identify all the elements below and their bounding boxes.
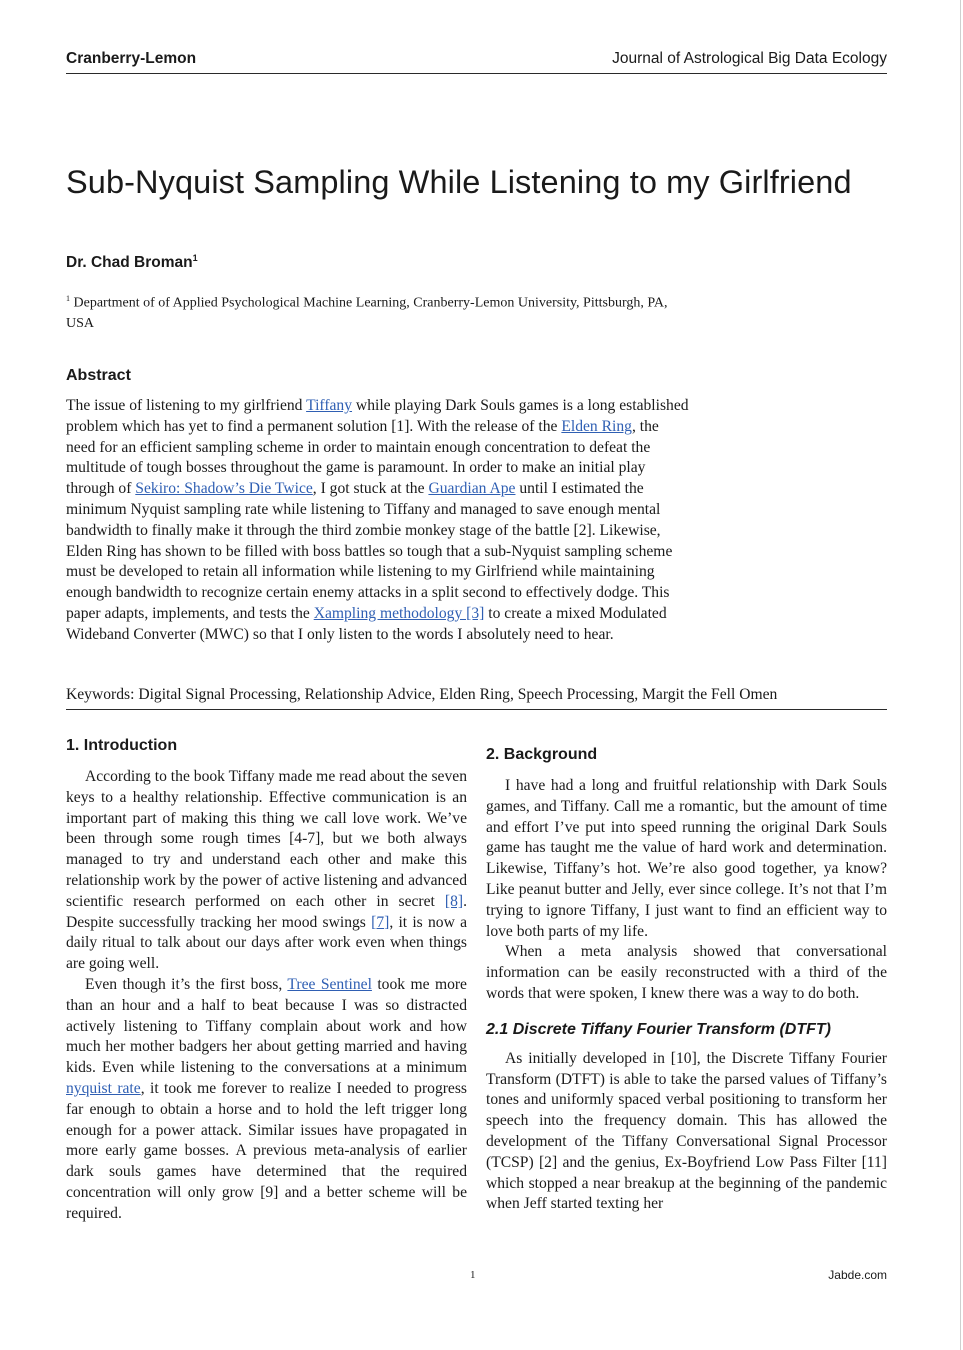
affiliation-text: Department of of Applied Psychological Machine Learning, Cranberry-Lemon University, Pittsburgh, PA, USA: [66, 295, 668, 331]
intro-p2-text-b: took me more than an hour and a half to beat because I was so distracted actively listening to Tiffany complain about work and how much her mother badgers her about getting married and having kids. Even while listening to the conversations at a minimum: [66, 975, 467, 1077]
affiliation-mark: 1: [66, 294, 70, 303]
column-left: [66, 737, 467, 1225]
abstract-text: [66, 396, 691, 646]
link-elden-ring[interactable]: Elden Ring: [561, 417, 632, 435]
abstract-text-6: to create a mixed Modulated Wideband Converter (MWC) so that I only listen to the words I absolutely need to hear.: [66, 604, 667, 643]
footer-site: Jabde.com: [828, 1268, 887, 1282]
background-paragraph-1: I have had a long and fruitful relationship with Dark Souls games, and Tiffany. Call me a romantic, but the amount of time and effort I’ve put into speed running the original Dark Souls game has taught me the value of hard work and determination. Likewise, Tiffany’s hot. We’re also good together, ya know? Like peanut butter and Jelly, ever since college. It’s not that I’m trying to ignore Tiffany, I just want to find an efficient way to love both parts of my life.: [486, 777, 887, 940]
intro-paragraph-1: [66, 767, 467, 975]
intro-p2-text-c: , it took me forever to realize I needed to progress far enough to obtain a horse and to hold the left trigger long enough for a power attack. Similar issues have propagated in more early game bosses. A previous meta-analysis of earlier dark souls games have determined that the required concentration will only grow [9] and a better scheme will be required.: [66, 1079, 467, 1222]
page-number: 1: [470, 1269, 476, 1281]
intro-p2-text-a: Even though it’s the first boss,: [85, 975, 288, 993]
section-heading-introduction: 1. Introduction: [66, 737, 178, 754]
running-header: [66, 49, 887, 74]
link-tree-sentinel[interactable]: Tree Sentinel: [287, 975, 372, 993]
column-right: [486, 746, 887, 1215]
link-tiffany[interactable]: Tiffany: [306, 397, 353, 414]
background-paragraph-3: As initially developed in [10], the Discrete Tiffany Fourier Transform (DTFT) is able to take the parsed values of Tiffany’s tones and uniformly spaced verbal positioning to transform her speech into the frequency domain. This has allowed the development of the Tiffany Conversational Signal Processor (TCSP) [2] and the genius, Ex-Boyfriend Low Pass Filter [11] which stopped a near breakup at the beginning of the pandemic when Jeff started texting her: [486, 1049, 887, 1213]
link-guardian-ape[interactable]: Guardian Ape: [428, 480, 516, 498]
header-journal: Journal of Astrological Big Data Ecology: [612, 50, 887, 67]
abstract-text-3: , the need for an efficient sampling scheme in order to maintain enough concentration to defeat the multitude of tough bosses throughout the game is paramount. In order to make an initial play through of: [66, 417, 659, 498]
link-sekiro[interactable]: Sekiro: Shadow’s Die Twice: [135, 480, 313, 498]
author-affiliation-mark: 1: [192, 253, 198, 263]
author: [66, 253, 198, 272]
intro-p1-text-b: . Despite successfully tracking her mood swings: [66, 892, 467, 931]
subsection-heading-dtft: 2.1 Discrete Tiffany Fourier Transform (DTFT): [486, 1020, 831, 1038]
affiliation: [66, 289, 691, 334]
link-nyquist-rate[interactable]: nyquist rate: [66, 1079, 141, 1097]
intro-p1-text-a: According to the book Tiffany made me read about the seven keys to a healthy relationship. Effective communication is an important part of making this thing we call love work. We’ve been through some rough times [4-7], but we both always managed to try and understand each other and make this relationship work by the power of active listening and advanced scientific research performed on each other in secret: [66, 768, 467, 910]
abstract-text-4: , I got stuck at the: [312, 480, 429, 498]
link-ref-7[interactable]: [7]: [371, 913, 390, 931]
header-institution: Cranberry-Lemon: [66, 50, 197, 67]
abstract-text-2: while playing Dark Souls games is a long established problem which has yet to find a permanent solution [1]. With the release of the: [66, 397, 689, 435]
paper-title: Sub-Nyquist Sampling While Listening to my Girlfriend: [66, 164, 852, 200]
background-paragraph-2: When a meta analysis showed that conversational information can be easily reconstructed with a third of the words that were spoken, I knew there was a way to do both.: [486, 943, 887, 1002]
abstract-text-1: The issue of listening to my girlfriend: [66, 397, 307, 414]
author-name: Dr. Chad Broman: [66, 254, 193, 272]
keywords: Keywords: Digital Signal Processing, Relationship Advice, Elden Ring, Speech Processing, Margit the Fell Omen: [66, 686, 887, 710]
link-ref-8[interactable]: [8]: [444, 892, 464, 910]
intro-paragraph-2: [66, 975, 467, 1225]
link-xampling[interactable]: Xampling methodology [3]: [313, 604, 485, 622]
page-edge-line: [960, 0, 961, 1350]
abstract-text-5: until I estimated the minimum Nyquist sampling rate while listening to Tiffany and managed to save enough mental bandwidth to finally make it through the third zombie monkey stage of the battle [2]. Likewise, Elden Ring has shown to be filled with boss battles so tough that a sub-Nyquist sampling scheme must be developed to retain all information while listening to my Girlfriend while maintaining enough bandwidth to recognize certain enemy attacks in a split second to effectively dodge. This paper adapts, implements, and tests the: [66, 480, 673, 622]
intro-p1-text-c: , it is now a daily ritual to talk about our days after work even when things are going well.: [66, 913, 467, 973]
section-heading-background: 2. Background: [486, 746, 598, 763]
abstract-heading: Abstract: [66, 367, 131, 384]
